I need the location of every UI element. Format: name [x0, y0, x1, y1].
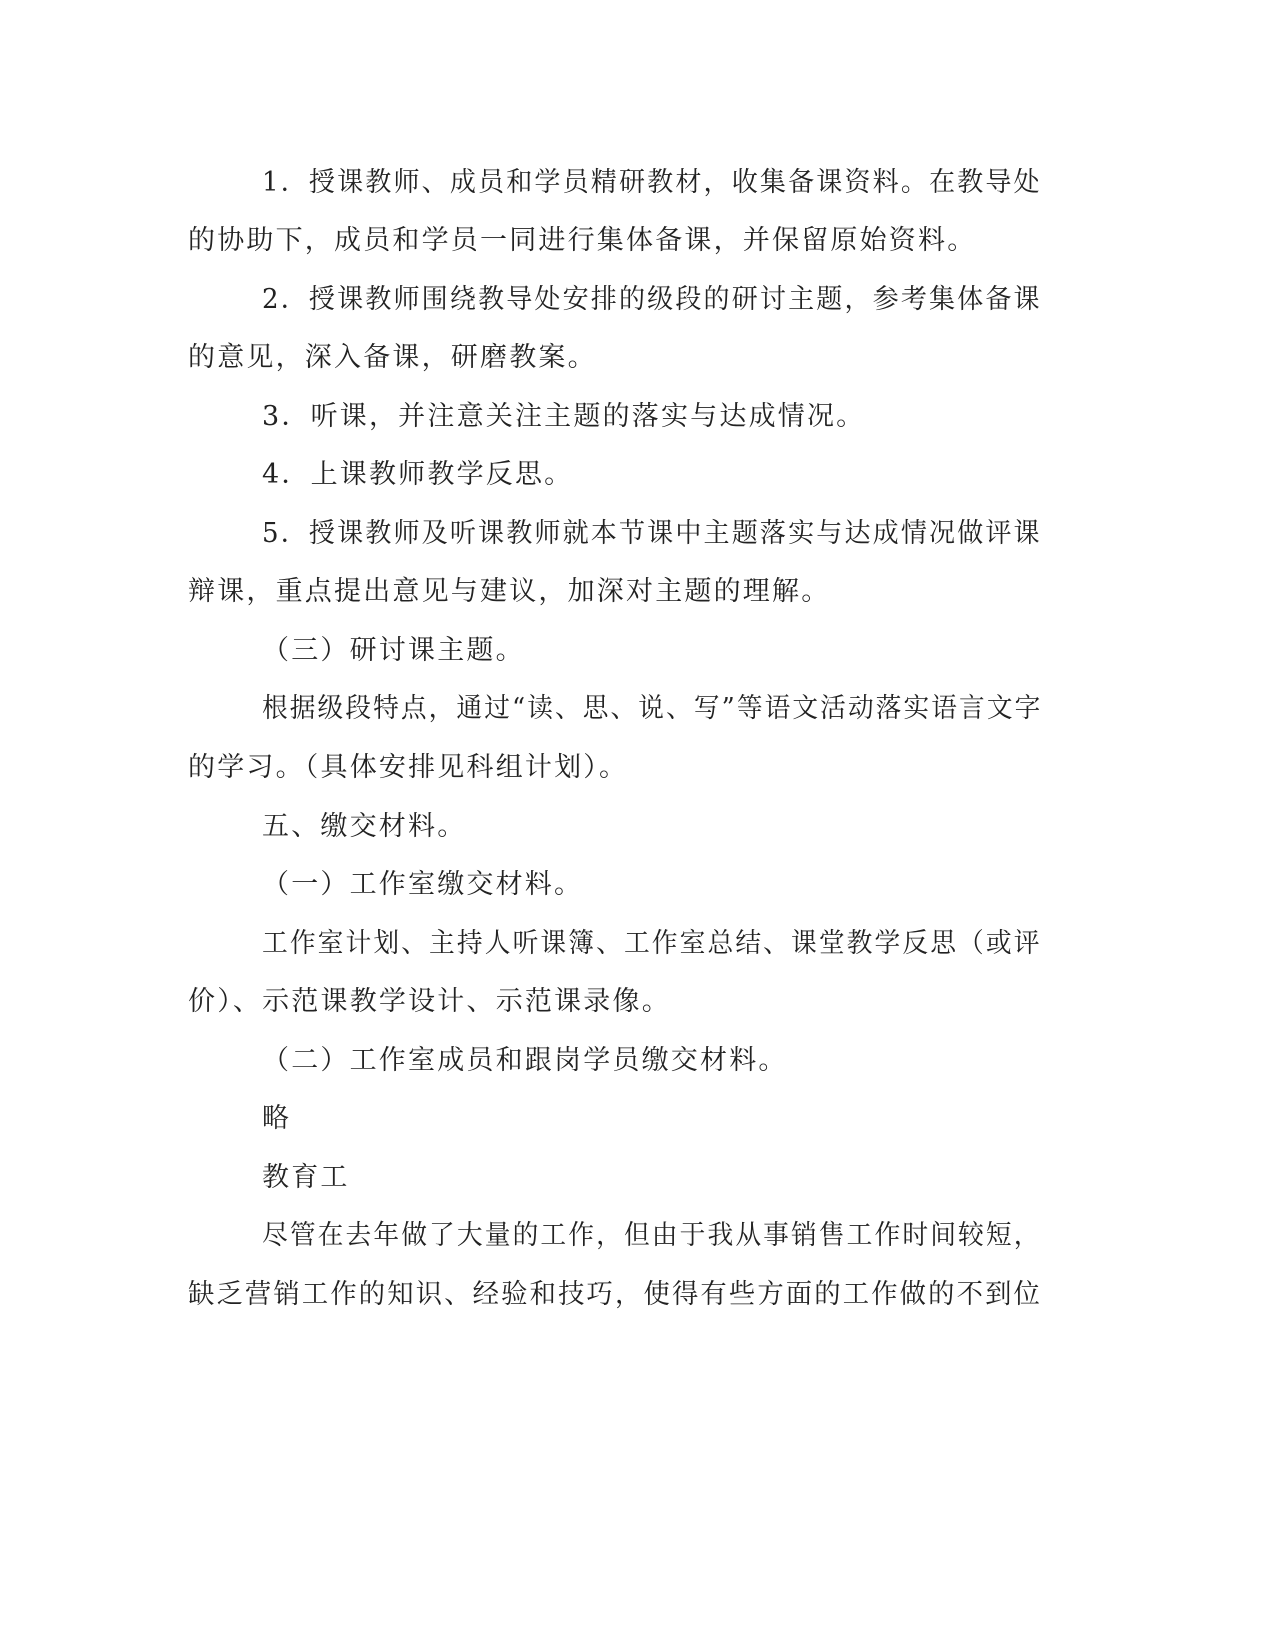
paragraph-line: 2．授课教师围绕教导处安排的级段的研讨主题，参考集体备课 [262, 284, 1042, 315]
paragraph-line: 缺乏营销工作的知识、经验和技巧，使得有些方面的工作做的不到位 [188, 1279, 1043, 1310]
paragraph-line: 教育工 [262, 1162, 350, 1193]
paragraph-line: 辩课，重点提出意见与建议，加深对主题的理解。 [188, 576, 831, 607]
paragraph-line: 3．听课，并注意关注主题的落实与达成情况。 [262, 401, 866, 432]
paragraph-line: 尽管在去年做了大量的工作，但由于我从事销售工作时间较短， [262, 1220, 1042, 1251]
section-heading: （三）研讨课主题。 [262, 635, 525, 666]
section-heading: （二）工作室成员和跟岗学员缴交材料。 [262, 1045, 788, 1076]
paragraph-line: 价）、示范课教学设计、示范课录像。 [188, 986, 671, 1017]
paragraph-line: 的学习。（具体安排见科组计划）。 [188, 752, 629, 783]
paragraph-line: 5．授课教师及听课教师就本节课中主题落实与达成情况做评课 [262, 518, 1042, 549]
paragraph-line: 的协助下，成员和学员一同进行集体备课，并保留原始资料。 [188, 225, 977, 256]
paragraph-line: 工作室计划、主持人听课簿、工作室总结、课堂教学反思（或评 [262, 928, 1042, 959]
paragraph-line: 略 [262, 1103, 292, 1134]
paragraph-line: 4．上课教师教学反思。 [262, 459, 574, 490]
paragraph-line: 根据级段特点，通过“读、思、说、写”等语文活动落实语言文字 [262, 693, 1043, 724]
paragraph-line: 的意见，深入备课，研磨教案。 [188, 342, 597, 373]
paragraph-line: 1．授课教师、成员和学员精研教材，收集备课资料。在教导处 [262, 167, 1042, 198]
section-heading: （一）工作室缴交材料。 [262, 869, 584, 900]
section-heading: 五、缴交材料。 [262, 811, 467, 842]
